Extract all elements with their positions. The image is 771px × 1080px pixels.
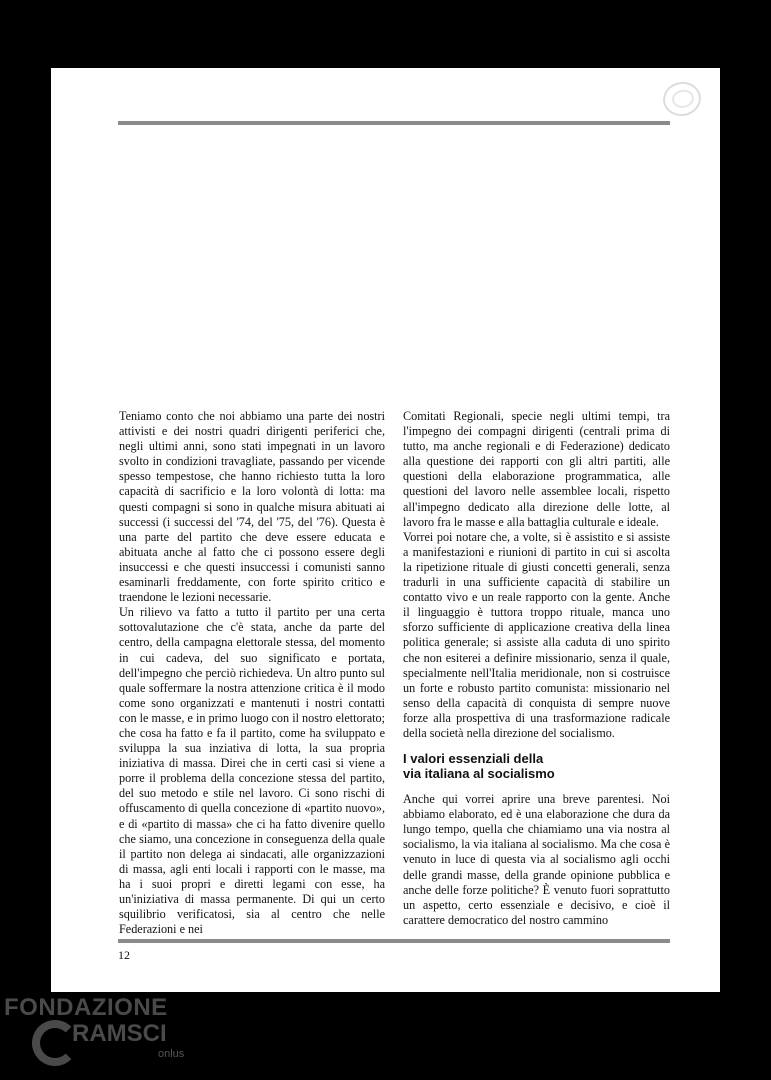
top-rule — [118, 121, 670, 125]
paragraph: Teniamo conto che noi abbiamo una parte dei nostri attivisti e dei nostri quadri dirigenti periferici che, negli ultimi anni, sono stati impegnati in un lavoro svolto in condizioni travagliate, passando per vicende spesso tempestose, che hanno richiesto tutta la loro capacità di sacrificio e la loro volontà di lotta: ma questi compagni si sono in qualche misura abituati ai successi (i successi del '74, del '75, del '76). Questa è una parte del partito che deve essere educata e abituata anche al fatto che ci possono essere degli insuccessi e che questi insuccessi i comunisti sanno esaminarli freddamente, con forte spirito critico e traendone le lezioni necessarie. — [119, 409, 385, 605]
paragraph: Comitati Regionali, specie negli ultimi tempi, tra l'impegno dei compagni dirigenti (centrali prima di tutto, ma anche regionali e di Federazione) dedicato alla questione dei rapporti con gli altri partiti, alle questioni della elaborazione programmatica, alle questioni del lavoro nelle assemblee locali, rispetto all'impegno dedicato alla direzione delle lotte, al lavoro fra le masse e alla battaglia culturale e ideale. — [403, 409, 670, 529]
watermark-word: RAMSCI — [72, 1020, 167, 1047]
bottom-rule — [118, 939, 670, 943]
section-heading-line1: I valori essenziali della — [403, 751, 544, 767]
watermark-suffix: onlus — [158, 1048, 185, 1060]
fondazione-gramsci-watermark — [4, 994, 185, 1060]
watermark-line2 — [32, 1020, 222, 1070]
right-column — [403, 409, 670, 928]
paragraph: Un rilievo va fatto a tutto il partito per una certa sottovalutazione che c'è stata, anche da parte del centro, della campagna elettorale stessa, del momento in cui cadeva, del suo significato e portata, dell'impegno che perciò richiedeva. Un altro punto sul quale soffermare la nostra attenzione critica è il modo come sono organizzati e mantenuti i nostri contatti con le masse, e in primo luogo con il nostro elettorato; che cosa ha fatto e fa il partito, come ha sviluppato e sviluppa la sua inziativa di lotta, la sua propria iniziativa di massa. Direi che in certi casi si viene a porre il problema della concezione stessa del partito, del suo metodo e stile nel lavoro. Ci sono rischi di offuscamento di quella concezione di «partito nuovo», e di «partito di massa» che ci ha fatto divenire quello che siamo, una concezione in conseguenza della quale il partito non delega ai sindacati, alle organizzazioni di massa, agli enti locali i rapporti con le masse, ma ha i suoi propri e diretti legami con esse, ha un'iniziativa di massa permanente. Di qui un certo squilibrio verificatosi, sia al centro che nelle Federazioni e nei — [119, 605, 385, 937]
page-number: 12 — [118, 948, 130, 962]
watermark-line1: FONDAZIONE — [4, 994, 168, 1021]
document-page — [51, 68, 720, 992]
section-heading-line2: via italiana al socialismo — [403, 766, 555, 782]
left-column — [119, 409, 385, 937]
archive-stamp-icon — [660, 79, 703, 119]
paragraph: Vorrei poi notare che, a volte, si è assistito e si assiste a manifestazioni e riunioni di partito in cui si ascolta la ripetizione rituale di giusti concetti generali, senza tradurli in una sufficiente capacità di stabilire un contatto vivo e un reale rapporto con la gente. Anche il linguaggio è tuttora troppo rituale, manca uno sforzo sufficiente di applicazione creativa della linea politica generale; si assiste alla caduta di uno spirito che non esiterei a definire missionario, senza il quale, specialmente nell'Italia meridionale, non si costruisce un forte e robusto partito comunista: missionario nel senso della capacità di conquista di sempre nuove forze alla prospettiva di una trasformazione radicale della società nella direzione del socialismo. — [403, 529, 670, 740]
paragraph: Anche qui vorrei aprire una breve parentesi. Noi abbiamo elaborato, ed è una elaborazione che dura da lungo tempo, quella che chiamiamo una via nostra al socialismo, la via italiana al socialismo. Ma che cosa è venuto in luce di questa via al socialismo agli occhi delle grandi masse, della grande opinione pubblica e anche delle forze politiche? È venuto fuori soprattutto un aspetto, certo essenziale e decisivo, e cioè il carattere democratico del nostro cammino — [403, 792, 670, 927]
section-heading — [403, 751, 670, 781]
